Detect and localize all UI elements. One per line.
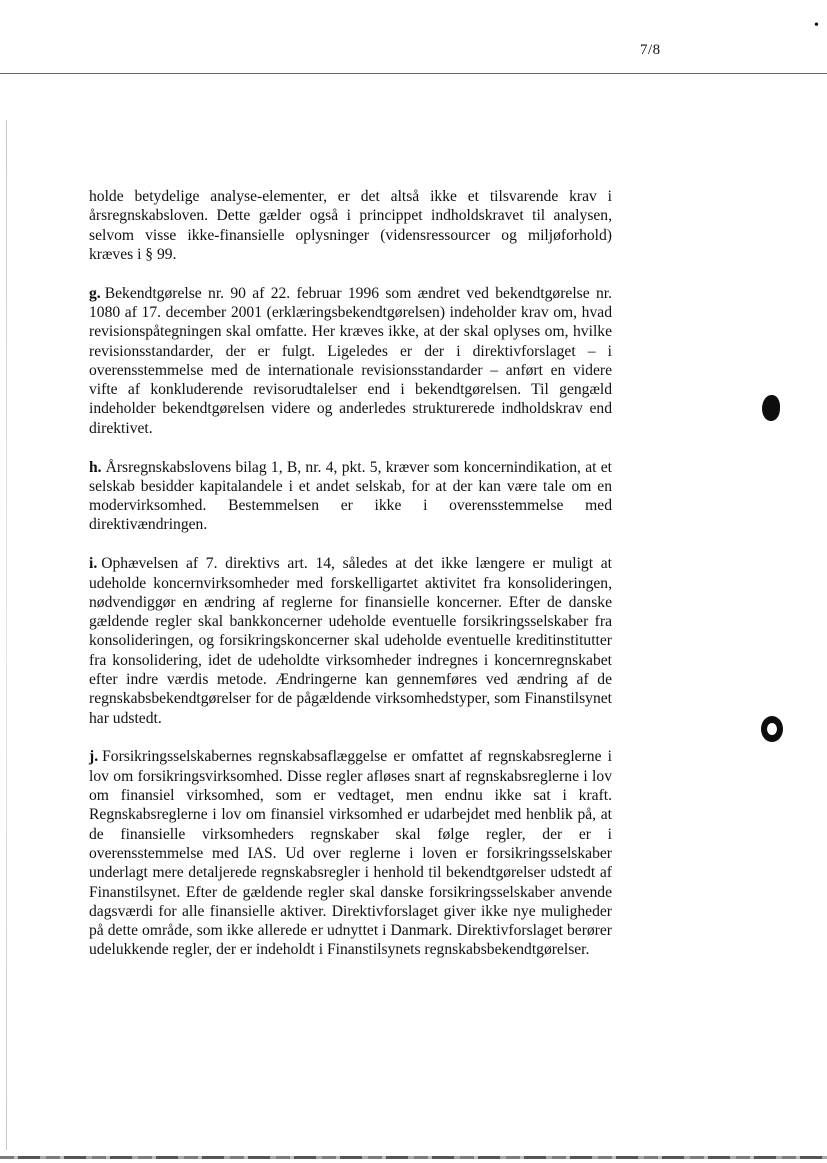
paragraph-j (89, 747, 612, 959)
paragraph-g (89, 284, 612, 438)
paragraph-letter: j. (89, 748, 99, 766)
paragraph-text: holde betydelige analyse-elementer, er det altså ikke et tilsvarende krav i årsregnskabsloven. Dette gælder også i princippet indholdskravet til analysen, selvom visse ikke-finansielle oplysninger (vidensressourcer og miljøforhold) kræves i § 99. (89, 188, 612, 263)
paragraph-continuation (89, 187, 612, 264)
paragraph-i (89, 554, 612, 728)
footer-rule (0, 1156, 827, 1159)
paragraph-letter: i. (89, 555, 98, 573)
paragraph-text: Ophævelsen af 7. direktivs art. 14, således at det ikke længere er muligt at udeholde koncernvirksomheder med forskelligartet aktivitet fra konsolideringen, nødvendiggør en ændring af reglerne for finansielle koncerner. Efter de danske gældende regler skal bankkoncerner udeholde eventuelle forsikringsselskaber fra konsolideringen, og forsikringskoncerner skal udeholde eventuelle kreditinstitutter fra konsolidering, idet de udeholdte virksomheder indregnes i koncernregnskabet efter indre værdis metode. Ændringerne kan gennemføres ved ændring af de regnskabsbekendtgørelser for de pågældende virksomhedstyper, som Finanstilsynet har udstedt. (89, 555, 612, 727)
scan-speck: • (814, 18, 819, 33)
punch-hole-mark (762, 395, 780, 421)
page-number: 7/8 (640, 42, 661, 58)
punch-hole-ring (761, 716, 783, 742)
paragraph-letter: h. (89, 458, 102, 476)
paragraph-letter: g. (89, 284, 101, 302)
document-body (89, 187, 612, 979)
paragraph-h (89, 458, 612, 535)
paragraph-text: Årsregnskabslovens bilag 1, B, nr. 4, pkt. 5, kræver som koncernindikation, at et selskab besidder kapitalandele i et andet selskab, for at der kan være tale om en modervirksomhed. Bestemmelsen er ikke i overensstemmelse med direktivændringen. (89, 458, 612, 534)
paragraph-text: Forsikringsselskabernes regnskabsaflæggelse er omfattet af regnskabsreglerne i lov om forsikringsvirksomhed. Disse regler afløses snart af regnskabsreglerne i lov om finansiel virksomhed, som er vedtaget, men endnu ikke sat i kraft. Regnskabsreglerne i lov om finansiel virksomhed er udarbejdet med henblik på, at de finansielle virksomheders regnskaber skal følge regler, der er i overensstemmelse med IAS. Ud over reglerne i loven er forsikringsselskaber underlagt mere detaljerede regnskabsregler i henhold til bekendtgørelser udstedt af Finanstilsynet. Efter de gældende regler skal danske forsikringsselskaber anvende dagsværdi for alle finansielle aktiver. Direktivforslaget giver ikke nye muligheder på dette område, som ikke allerede er udnyttet i Danmark. Direktivforslaget berører udelukkende regler, der er indeholdt i Finanstilsynets regnskabsbekendtgørelser. (89, 748, 612, 959)
scan-left-edge (6, 120, 7, 1150)
paragraph-text: Bekendtgørelse nr. 90 af 22. februar 1996 som ændret ved bekendtgørelse nr. 1080 af 17. december 2001 (erklæringsbekendtgørelsen) indeholder krav om, hvad revisionspåtegningen skal omfatte. Her kræves ikke, at der skal oplyses om, hvilke revisionsstandarder, der er fulgt. Ligeledes er der i direktivforslaget – i overensstemmelse med de internationale revisionsstandarder – anført en videre vifte af konkluderende revisorudtalelser end i bekendtgørelsen. Til gengæld indeholder bekendtgørelsen videre og anderledes strukturerede indholdskrav end direktivet. (89, 284, 612, 437)
header-rule (0, 73, 827, 74)
